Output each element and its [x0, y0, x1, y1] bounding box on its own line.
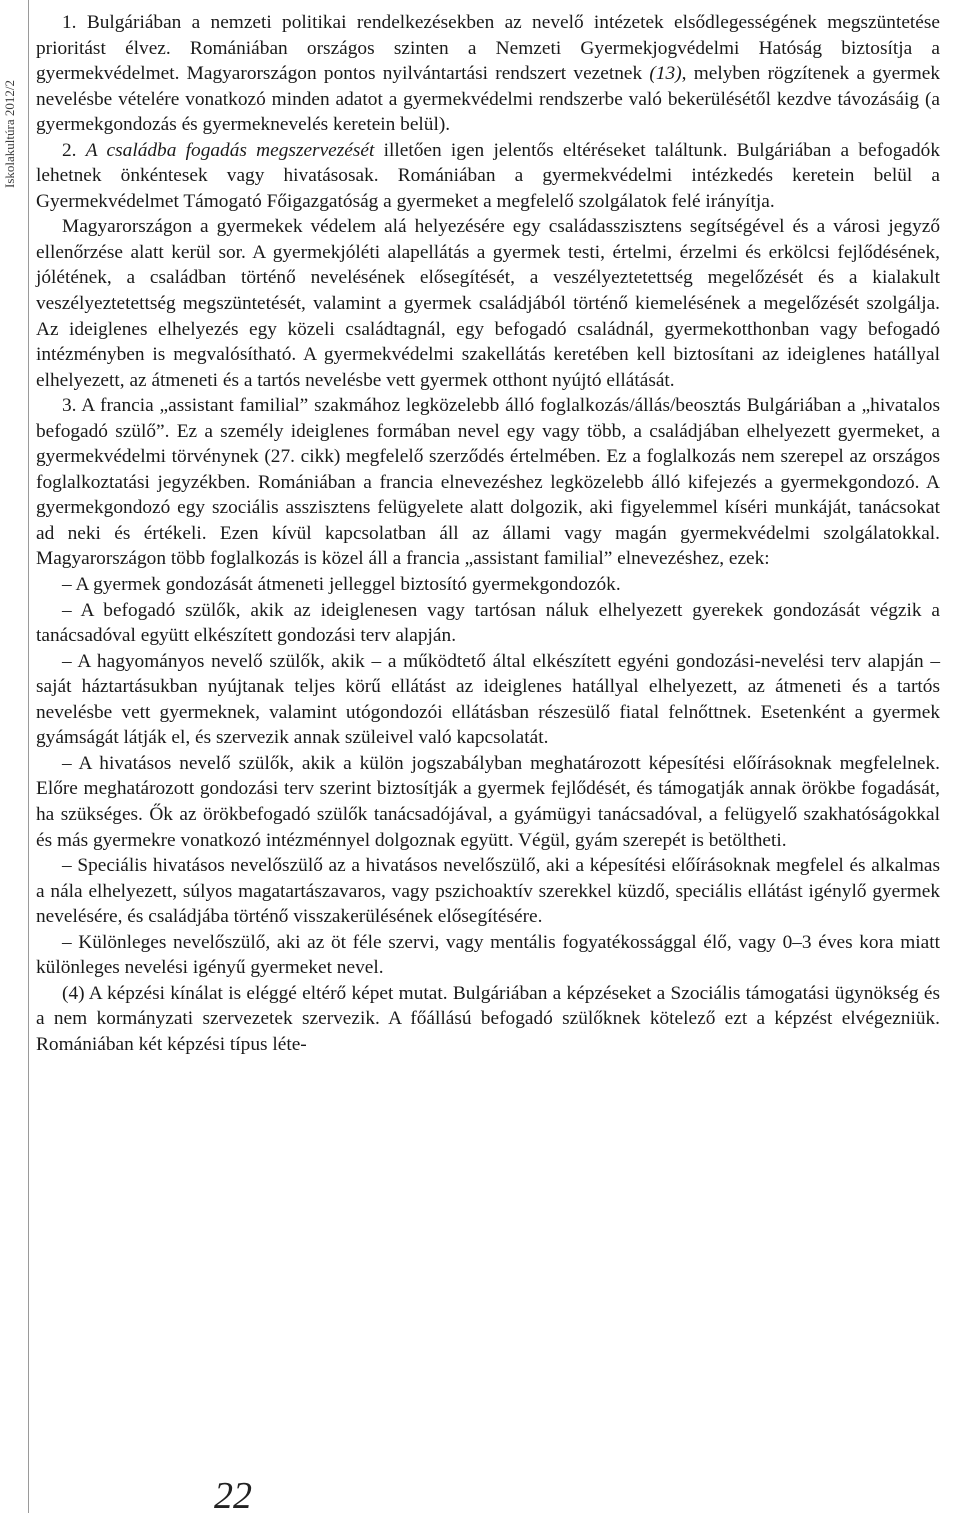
paragraph-1	[36, 10, 940, 138]
paragraph-3: Magyarországon a gyermekek védelem alá helyezésére egy családasszisztens segítségével és a városi jegyző ellenőrzése alatt kerül sor. A gyermekjóléti alapellátás a gyermek testi, értelmi, érzelmi és erkölcsi fejlődésének, jólétének, a családban történő nevelésének elősegítését, a veszélyeztetettség megelőzését és a kialakult veszélyeztetettség megszüntetését, valamint a gyermek családjából történő kiemelésének a megelőzését szolgálja. Az ideiglenes elhelyezés egy közeli családtagnál, egy befogadó családnál, gyermekotthonban vagy befogadó intézményben is megvalósítható. A gyermekvédelmi szakellátás keretében kell biztosítani az ideiglenes hatállyal elhelyezett, az átmeneti és a tartós nevelésbe vett gyermek otthont nyújtó ellátását.	[36, 216, 940, 391]
list-item: – A gyermek gondozását átmeneti jelleggel biztosító gyermekgondozók.	[62, 574, 621, 596]
paragraph-2-number: 2.	[62, 139, 77, 161]
list-item: – Speciális hivatásos nevelőszülő az a hivatásos nevelőszülő, aki a képesítési előírásoknak megfelel és alkalmas a nála elhelyezett, súlyos magatartászavaros, vagy pszichoaktív szerekkel küzdő, speciális ellátást igénylő gyermek nevelésére, és családjába történő visszakerülésének elősegítésére.	[36, 855, 940, 928]
page-number: 22	[214, 1475, 252, 1517]
paragraph-4: 3. A francia „assistant familial” szakmához legközelebb álló foglalkozás/állás/beosztás Bulgáriában a „hivatalos befogadó szülő”. Ez a személy ideiglenes formában nevel egy vagy több, a családjában elhelyezett gyermeket, a gyermekvédelmi törvénynek (27. cikk) megfelelő szerződés értelmében. Ez a foglalkozás nem szerepel az országos foglalkoztatási jegyzékben. Romániában a francia elnevezéshez legközelebb álló kifejezés a gyermekgondozó. A gyermekgondozó egy szociális asszisztens felügyelete alatt dolgozik, aki figyelemmel kíséri munkáját, tanácsokat ad neki és értékeli. Ezen kívül kapcsolatban áll az állami vagy magán gyermekvédelmi szolgálatokkal. Magyarországon több foglalkozás is közel áll a francia „assistant familial” elnevezéshez, ezek:	[36, 395, 940, 570]
list-item: – Különleges nevelőszülő, aki az öt féle szervi, vagy mentális fogyatékossággal élő, vagy 0–3 éves kora miatt különleges nevelési igényű gyermeket nevel.	[36, 931, 940, 979]
paragraph-1-text: Bulgáriában a nemzeti politikai rendelkezésekben az nevelő intézetek elsődlegességének megszüntetése prioritást élvez. Romániában országos szinten a Nemzeti Gyermekjogvédelmi Hatóság biztosítja a gyermekvédelmet. Magyarországon pontos nyilvántartási rendszert vezetnek	[36, 12, 940, 85]
side-divider	[28, 0, 29, 1513]
journal-tag-text: Iskolakultúra 2012/2	[2, 80, 17, 188]
list-item: – A hivatásos nevelő szülők, akik a külön jogszabályban meghatározott képesítési előírásoknak megfelelnek. Előre meghatározott gondozási terv szerint biztosítják a gyermek fejlődését, és támogatják annak örökbe fogadását, ha szükséges. Ők az örökbefogadó szülők tanácsadójával, a gyámügyi tanácsadóval, a felügyelő szakhatóságokkal és más gyermekre vonatkozó intézménnyel dolgoznak együtt. Végül, gyám szerepét is betöltheti.	[36, 752, 940, 851]
paragraph-1-text-cont: , melyben rögzítenek a gyermek nevelésbe vételére vonatkozó minden adatot a gyermekvédelmi rendszerbe való bekerülésétől kezdve távozásáig (a gyermekgondozás és gyermeknevelés keretein belül).	[36, 63, 940, 136]
paragraph-1-number: 1.	[62, 12, 77, 33]
paragraph-2	[36, 138, 940, 215]
paragraph-2-text: illetően igen jelentős eltéréseket találtunk. Bulgáriában a befogadók lehetnek önkéntesek vagy hivatásosak. Romániában a gyermekvédelmi intézkedés keretein belül a Gyermekvédelmet Támogató Főigazgatóság a gyermeket a megfelelő szolgálatok felé irányítja.	[36, 139, 940, 212]
journal-side-tag	[0, 0, 28, 1513]
reference-13: (13)	[649, 63, 682, 85]
paragraph-5: (4) A képzési kínálat is eléggé eltérő képet mutat. Bulgáriában a képzéseket a Szociális támogatási ügynökség és a nem kormányzati szervezetek szervezik. A főállású befogadó szülőknek kötelező ezt a képzést elvégezniük. Romániában két képzési típus léte-	[36, 982, 940, 1055]
paragraph-2-italic: A családba fogadás megszervezését	[85, 139, 375, 161]
body-text	[36, 10, 940, 1057]
list-item: – A hagyományos nevelő szülők, akik – a működtető által elkészített egyéni gondozási-nevelési terv alapján – saját háztartásukban nyújtanak teljes körű ellátást az ideiglenes hatállyal elhelyezett, az átmeneti és a tartós nevelésbe vett gyermeknek, valamint utógondozói ellátásban részesülő fiatal felnőttnek. Esetenként a gyermek gyámságát látják el, és szervezik annak szüleivel való kapcsolatát.	[36, 650, 940, 749]
list-item: – A befogadó szülők, akik az ideiglenesen vagy tartósan náluk elhelyezett gyerekek gondozását végzik a tanácsadóval együtt elkészített gondozási terv alapján.	[36, 599, 940, 647]
